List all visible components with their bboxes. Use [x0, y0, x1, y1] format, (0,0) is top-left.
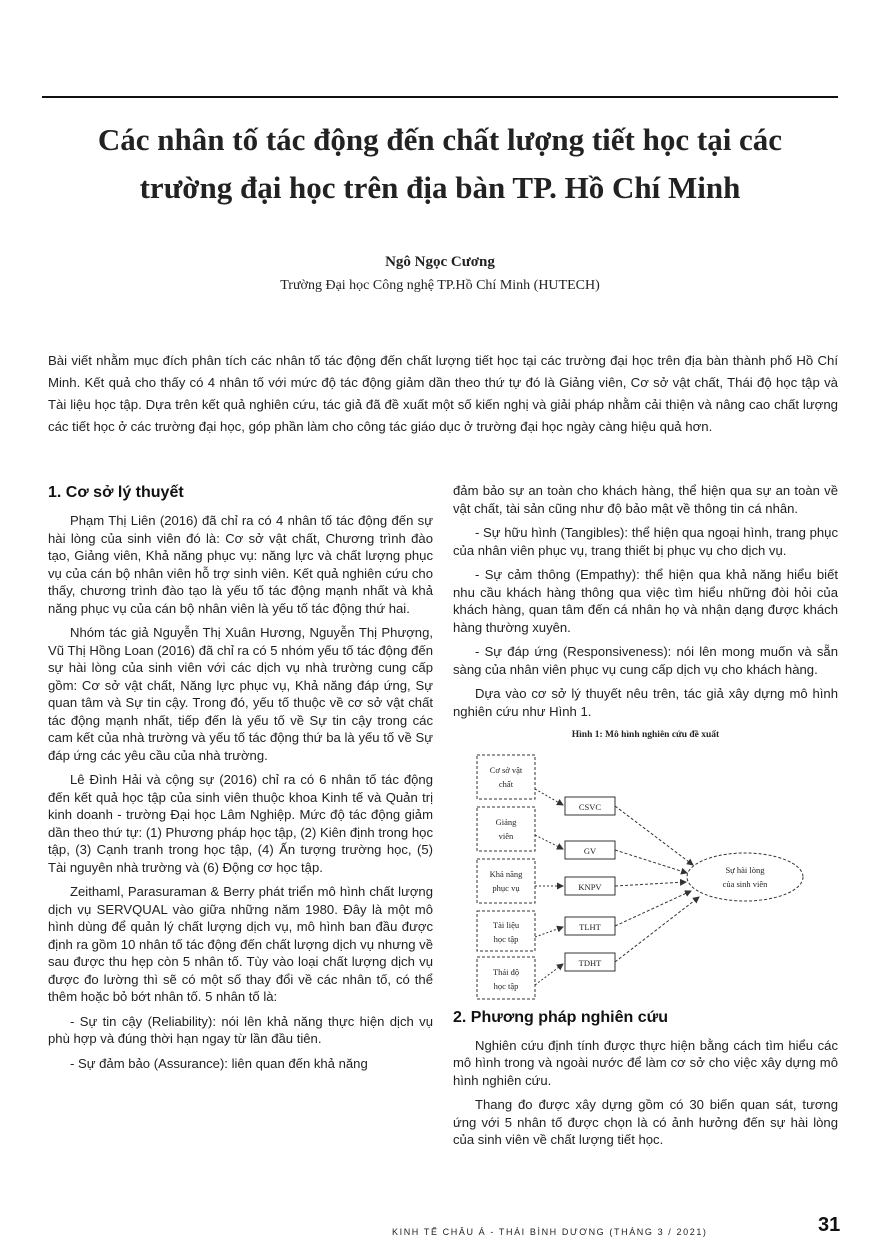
factor-box-2: [477, 807, 535, 851]
code-box-knpv: [565, 877, 615, 895]
research-model-figure: [453, 749, 838, 1001]
outcome-arrows: [615, 806, 699, 962]
factor-box-3: [477, 859, 535, 903]
journal-issue: (THÁNG 3 / 2021): [609, 1227, 708, 1237]
paragraph: - Sự đảm bảo (Assurance): liên quan đến khả năng: [70, 1055, 368, 1071]
figure-caption: Hình 1: Mô hình nghiên cứu đề xuất: [571, 730, 720, 740]
left-column: [48, 482, 433, 1079]
paragraph: Dựa vào cơ sở lý thuyết nêu trên, tác giả xây dựng mô hình nghiên cứu như Hình 1.: [453, 686, 838, 719]
paragraph: - Sự cảm thông (Empathy): thể hiện qua khả năng hiểu biết nhu cầu khách hàng thông qua việc tìm hiểu những đòi hỏi của khách hàng, quan tâm đến cá nhân họ và nhận dạng được khách hàng thường xuyên.: [453, 567, 838, 635]
outcome-line-1: Sự hài lòng: [725, 864, 765, 875]
code-label-tdht: TDHT: [578, 957, 602, 968]
paragraph: Nhóm tác giả Nguyễn Thị Xuân Hương, Nguyễn Thị Phượng, Vũ Thị Hồng Loan (2016) đã chỉ ra có 5 nhóm yếu tố tác động đến sự hài lòng của sinh viên với các dịch vụ nhà trường cung cấp gồm: Cơ sở vật chất, Năng lực phục vụ, Khả năng đáp ứng, Sự quan tâm và Sự tin cậy. Trong đó, yếu tố thuộc về cơ sở vật chất tác động mạnh nhất, tiếp đến là yếu tố về Sự tin cậy trong các cam kết của nhà trường và yếu tố tác động thứ ba là yếu tố về Sự đáp ứng các yêu cầu của nhà trường.: [48, 625, 433, 763]
outcome-ellipse: [687, 853, 803, 901]
paragraph: - Sự đáp ứng (Responsiveness): nói lên mong muốn và sẵn sàng của nhân viên phục vụ cung cấp dịch vụ cho khách hàng.: [453, 644, 838, 677]
code-label-csvc: CSVC: [578, 801, 602, 812]
title-line-1: Các nhân tố tác động đến chất lượng tiết học tại các: [97, 122, 783, 157]
journal-footer: [392, 1227, 708, 1237]
factor-connectors: [535, 789, 563, 985]
factor-box-5-line1: Thái độ: [492, 966, 520, 977]
article-title: [42, 116, 838, 212]
code-label-knpv: KNPV: [578, 881, 602, 892]
code-label-gv: GV: [583, 845, 597, 856]
section-1-heading: 1. Cơ sở lý thuyết: [48, 484, 184, 501]
right-column: [453, 482, 838, 1156]
paragraph: - Sự tin cậy (Reliability): nói lên khả năng thực hiện dịch vụ phù hợp và đúng thời hạn ngay từ lần đầu tiên.: [48, 1013, 433, 1046]
factor-box-2-line1: Giảng: [495, 816, 517, 827]
top-rule: [42, 96, 838, 98]
code-box-csvc: [565, 797, 615, 815]
journal-name: KINH TẾ CHÂU Á - THÁI BÌNH DƯƠNG: [392, 1227, 606, 1237]
factor-box-1: [477, 755, 535, 799]
paragraph: đảm bảo sự an toàn cho khách hàng, thể hiện qua sự an toàn về vật chất, tài sản cũng như độ bảo mật về thông tin cá nhân.: [453, 483, 838, 516]
outcome-line-2: của sinh viên: [722, 878, 768, 889]
factor-box-3-line2: phục vụ: [492, 882, 520, 893]
title-line-2: trường đại học trên địa bàn TP. Hồ Chí Minh: [139, 170, 741, 205]
factor-box-3-line1: Khả năng: [489, 868, 523, 879]
paragraph: Thang đo được xây dựng gồm có 30 biến quan sát, tương ứng với 5 nhân tố được chọn là có ảnh hưởng đến sự hài lòng của sinh viên về chất lượng tiết học.: [453, 1097, 838, 1147]
factor-box-5-line2: học tập: [493, 980, 519, 991]
factor-box-4-line1: Tài liệu: [492, 919, 520, 930]
paragraph: Zeithaml, Parasuraman & Berry phát triển mô hình chất lượng dịch vụ SERVQUAL vào giữa những năm 1980. Đây là một mô hình dùng để quản lý chất lượng dịch vụ, mô hình ban đầu được định ra gồm 10 nhân tố tác động đến chất lượng dịch vụ nhưng về sau được thu hẹp còn 5 nhân tố. Tùy vào loại chất lượng dịch vụ được đo lường thì sẽ có một số thay đổi về các nhân tố, có thể thêm hoặc bỏ bớt nhân tố. 5 nhân tố là:: [48, 884, 433, 1004]
page-number: 31: [818, 1214, 841, 1236]
abstract: Bài viết nhằm mục đích phân tích các nhân tố tác động đến chất lượng tiết học tại các trường đại học trên địa bàn thành phố Hồ Chí Minh. Kết quả cho thấy có 4 nhân tố với mức độ tác động giảm dần theo thứ tự đó là Giảng viên, Cơ sở vật chất, Thái độ học tập và Tài liệu học tập. Dựa trên kết quả nghiên cứu, tác giả đã đề xuất một số kiến nghị và giải pháp nhằm cải thiện và nâng cao chất lượng các tiết học ở các trường đại học, góp phần làm cho công tác giáo dục ở trường đại học ngày càng hiệu quả hơn.: [48, 353, 838, 434]
paragraph: Phạm Thị Liên (2016) đã chỉ ra có 4 nhân tố tác động đến sự hài lòng của sinh viên đó là: Cơ sở vật chất, Chương trình đào tạo, Giảng viên, Khả năng phục vụ: năng lực và chất lượng phục vụ của cán bộ nhân viên hỗ trợ sinh viên. Kết quả nghiên cứu cho thấy, chương trình đào tạo là yếu tố tác động mạnh nhất và khả năng phục vụ của cán bộ nhân viên là yếu tố tác động thứ hai.: [48, 513, 433, 616]
factor-box-1-line1: Cơ sở vật: [489, 764, 523, 775]
code-box-tlht: [565, 917, 615, 935]
paragraph: Lê Đình Hải và cộng sự (2016) chỉ ra có 6 nhân tố tác động đến kết quả học tập của sinh viên thuộc khoa Kinh tế và Quản trị kinh doanh - trường Đại học Lâm Nghiệp. Mức độ tác động giảm dần theo thứ tự: (1) Phương pháp học tập, (2) Kiên định trong học tập, (3) Cạnh tranh trong học tập, (4) Ấn tượng trường học, (5) Tài nguyên nhà trường và (6) Động cơ học tập.: [48, 772, 433, 875]
paragraph: - Sự hữu hình (Tangibles): thể hiện qua ngoại hình, trang phục của nhân viên phục vụ, trang thiết bị phục vụ cho dịch vụ.: [453, 525, 838, 558]
factor-box-1-line2: chất: [498, 778, 514, 789]
factor-box-5: [477, 957, 535, 999]
factor-box-4-line2: học tập: [493, 933, 519, 944]
section-2-heading: 2. Phương pháp nghiên cứu: [453, 1008, 668, 1026]
code-label-tlht: TLHT: [579, 921, 601, 932]
author-affiliation: Trường Đại học Công nghệ TP.Hồ Chí Minh (HUTECH): [280, 278, 600, 293]
code-box-tdht: [565, 953, 615, 971]
factor-box-2-line2: viên: [498, 830, 514, 841]
factor-box-4: [477, 911, 535, 951]
author-name: Ngô Ngọc Cương: [385, 254, 495, 270]
paragraph: Nghiên cứu định tính được thực hiện bằng cách tìm hiểu các mô hình trong và ngoài nước để làm cơ sở cho việc xây dựng mô hình nghiên cứu.: [453, 1037, 838, 1088]
code-box-gv: [565, 841, 615, 859]
